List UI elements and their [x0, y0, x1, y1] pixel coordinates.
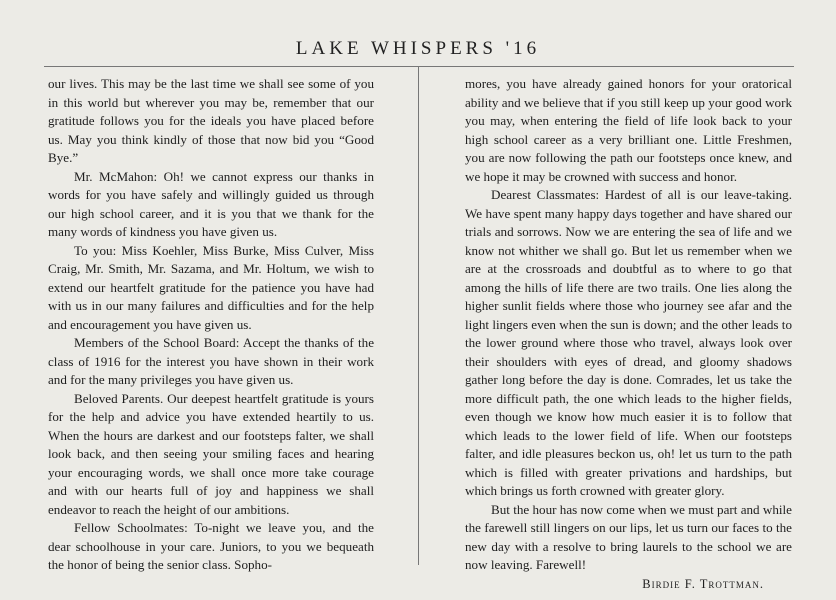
right-column [465, 75, 792, 593]
paragraph: our lives. This may be the last time we shall see some of you in this world but wherever you may be, remember that our gratitude follows you for the ideals you have placed before us. May you think kindly of those that now bid you “Good Bye.” [48, 76, 374, 165]
paragraph: To you: Miss Koehler, Miss Burke, Miss Culver, Miss Craig, Mr. Smith, Mr. Sazama, and Mr. Holtum, we wish to extend our heartfelt gratitude for the patience you have had with us in our many failures and difficulties and for the help and encouragement you have given us. [48, 242, 374, 332]
page-header: LAKE WHISPERS '16 [295, 38, 541, 59]
paragraph: mores, you have already gained honors for your oratorical ability and we believe that if you still keep up your good work you may, when entering the field of life look back to your high school career as a very brilliant one. Little Freshmen, you are now following the path our footsteps once knew, and we hope it may be crowned with success and honor. [465, 76, 792, 184]
header-rule [44, 66, 794, 67]
paragraph: Fellow Schoolmates: To-night we leave you, and the dear schoolhouse in your care. Juniors, to you we bequeath the honor of being the senior class. Sopho- [48, 520, 374, 572]
paragraph: Members of the School Board: Accept the thanks of the class of 1916 for the interest you have shown in their work and for the many privileges you have given us. [48, 335, 374, 387]
paragraph: But the hour has now come when we must part and while the farewell still lingers on our lips, let us turn our faces to the new day with a resolve to bring laurels to the school we are now leaving. Farewell! [465, 501, 792, 572]
signature: Birdie F. Trottman. [642, 576, 764, 591]
paragraph: Dearest Classmates: Hardest of all is our leave-taking. We have spent many happy days together and have shared our trials and sorrows. Now we are entering the sea of life and we know not whither we shall go. But let us remember when we are at the crossroads and doubtful as to where to go that among the hills of life there are two trails. One lies along the higher sunlit fields where those who journey see afar and the light lingers even when the sun is down; and the other leads to the lower ground where those who travel, always look over their shoulders with eyes of dread, and gloomy shadows gather long before the day is done. Comrades, let us take the more difficult path, the one which leads to the higher fields, even though we know how much easier it is to follow that which leads to the lower field of life. When our footsteps falter, and idle pleasures beckon us, oh! let us turn to the path which is filled with greater privations and hardships, but which brings us forth crowned with greater glory. [465, 187, 792, 498]
paragraph: Beloved Parents. Our deepest heartfelt gratitude is yours for the help and advice you have extended heartily to us. When the hours are darkest and our footsteps falter, we shall look back, and then seeing your smiling faces and hearing your encouraging words, we shall once more take courage and with our hearts full of joy and happiness we shall endeavor to reach the height of our ambitions. [48, 390, 374, 517]
column-divider [418, 67, 419, 565]
left-column [48, 75, 374, 575]
paragraph: Mr. McMahon: Oh! we cannot express our thanks in words for you have safely and willingly guided us through our high school career, and it is you that we thank for the many words of kindness you have given us. [48, 168, 374, 239]
